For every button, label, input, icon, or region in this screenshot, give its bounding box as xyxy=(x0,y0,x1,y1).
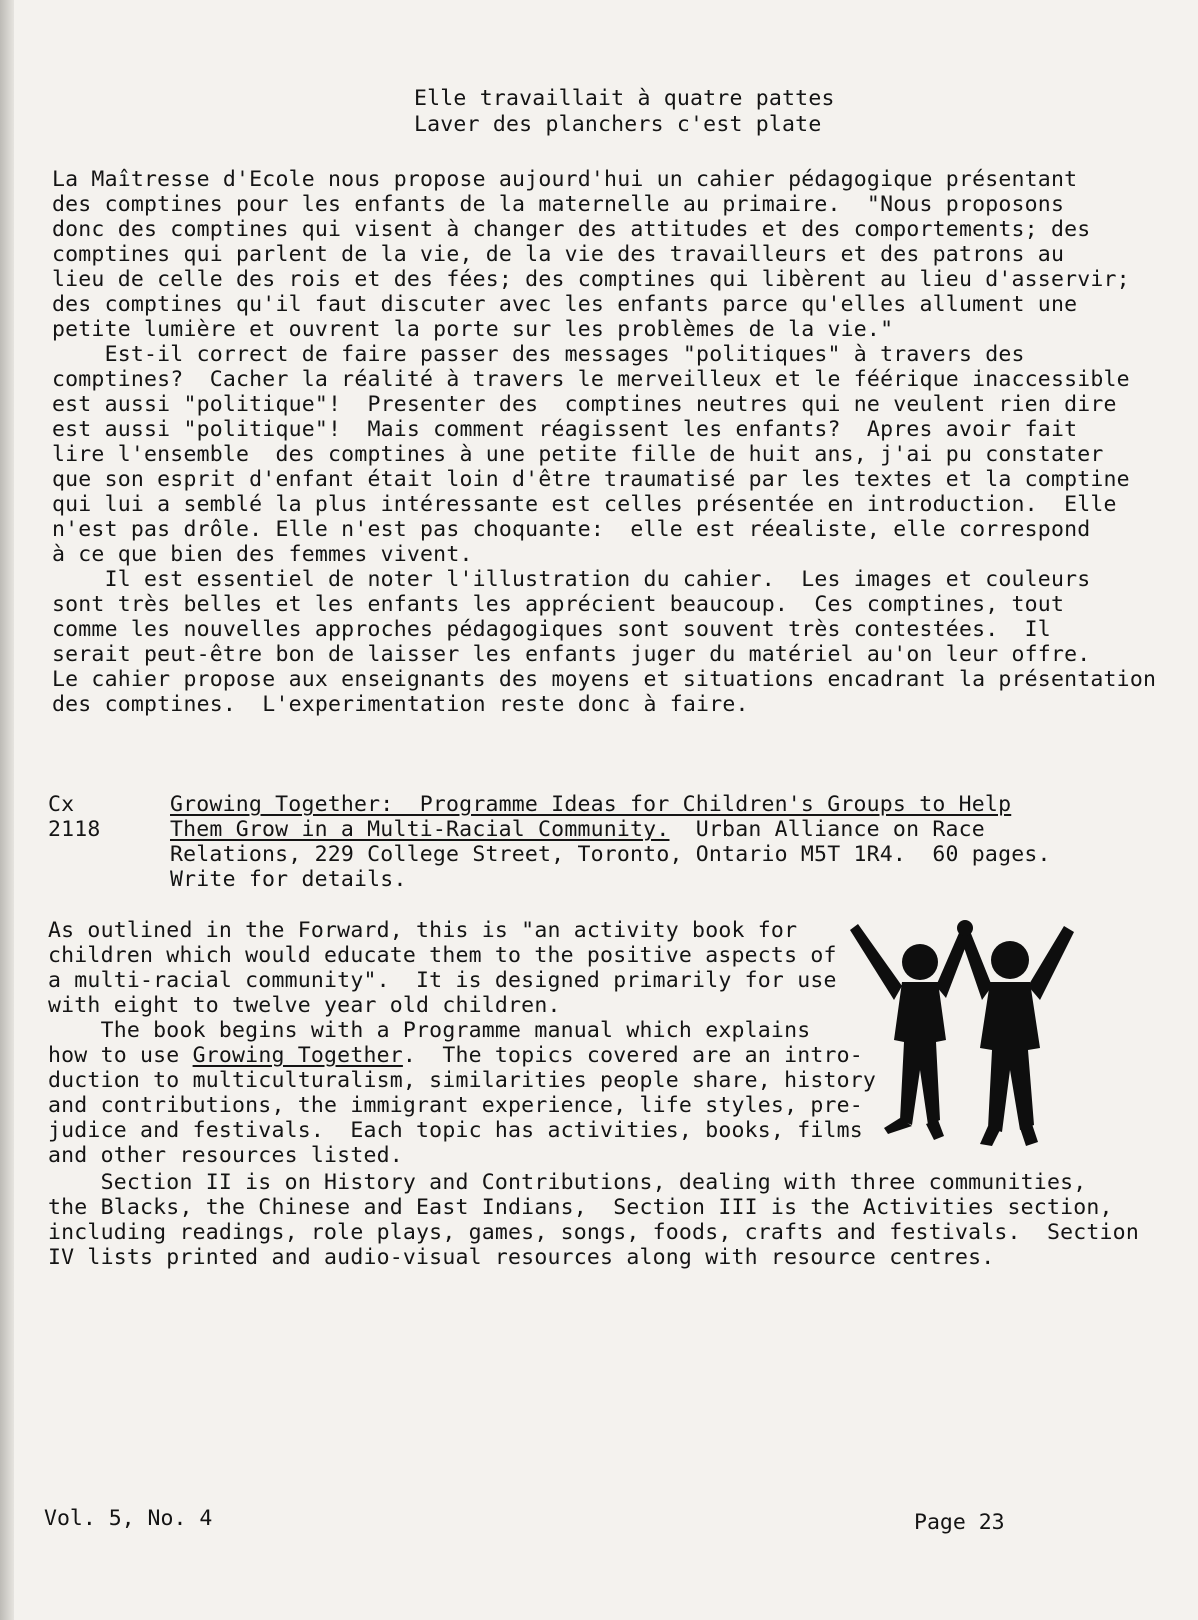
entry-code: Cx xyxy=(48,792,75,817)
review1-line: est aussi "politique"! Presenter des comptines neutres qui ne veulent rien dire xyxy=(52,392,1117,417)
review2-line-11: Section II is on History and Contributions, dealing with three communities, xyxy=(48,1170,1087,1195)
entry-title-1: Growing Together: Programme Ideas for Children's Groups to Help xyxy=(170,792,1012,817)
entry-contact: Write for details. xyxy=(170,867,407,892)
review1-line: n'est pas drôle. Elle n'est pas choquante: elle est réealiste, elle correspond xyxy=(52,517,1091,542)
review1-line: donc des comptines qui visent à changer des attitudes et des comportements; des xyxy=(52,217,1091,242)
review2-line-1: As outlined in the Forward, this is "an activity book for xyxy=(48,918,798,943)
review1-line: comptines? Cacher la réalité à travers le merveilleux et le féérique inaccessible xyxy=(52,367,1130,392)
review1-line: Est-il correct de faire passer des messages "politiques" à travers des xyxy=(52,342,1025,367)
review1-line: lire l'ensemble des comptines à une petite fille de huit ans, j'ai pu constater xyxy=(52,442,1104,467)
review1-line: à ce que bien des femmes vivent. xyxy=(52,542,473,567)
page-number: Page 23 xyxy=(914,1510,1005,1535)
review2-line-6-pre: how to use xyxy=(48,1043,193,1068)
review1-line: est aussi "politique"! Mais comment réagissent les enfants? Apres avoir fait xyxy=(52,417,1078,442)
review1-line: sont très belles et les enfants les apprécient beaucoup. Ces comptines, tout xyxy=(52,592,1065,617)
entry-publisher: Urban Alliance on Race xyxy=(669,817,985,842)
entry-title-2-row xyxy=(170,817,985,842)
review2-line-4: with eight to twelve year old children. xyxy=(48,993,561,1018)
review2-line-5: The book begins with a Programme manual which explains xyxy=(48,1018,811,1043)
review1-line: des comptines qu'il faut discuter avec les enfants parce qu'elles allument une xyxy=(52,292,1078,317)
review1-line: qui lui a semblé la plus intéressante est celles présentée en introduction. Elle xyxy=(52,492,1117,517)
review1-line: comptines qui parlent de la vie, de la vie des travailleurs et des patrons au xyxy=(52,242,1065,267)
review1-line: petite lumière et ouvrent la porte sur les problèmes de la vie." xyxy=(52,317,894,342)
entry-address: Relations, 229 College Street, Toronto, Ontario M5T 1R4. 60 pages. xyxy=(170,842,1051,867)
entry-title-2: Them Grow in a Multi-Racial Community. xyxy=(170,817,670,842)
review1-line: lieu de celle des rois et des fées; des comptines qui libèrent au lieu d'asservir; xyxy=(52,267,1130,292)
review1-line: La Maîtresse d'Ecole nous propose aujourd'hui un cahier pédagogique présentant xyxy=(52,167,1078,192)
review1-line: serait peut-être bon de laisser les enfants juger du matériel au'on leur offre. xyxy=(52,642,1091,667)
review1-line: comme les nouvelles approches pédagogiques sont souvent très contestées. Il xyxy=(52,617,1051,642)
review1-line: Il est essentiel de noter l'illustration du cahier. Les images et couleurs xyxy=(52,567,1091,592)
review2-line-12: the Blacks, the Chinese and East Indians, Section III is the Activities section, xyxy=(48,1195,1113,1220)
review2-line-6-post: . The topics covered are an intro- xyxy=(402,1043,863,1068)
review1-line: que son esprit d'enfant était loin d'être traumatisé par les textes et la comptine xyxy=(52,467,1130,492)
children-silhouette-illustration xyxy=(850,920,1080,1150)
review2-line-7: duction to multiculturalism, similarities people share, history xyxy=(48,1068,877,1093)
review2-line-9: judice and festivals. Each topic has activities, books, films xyxy=(48,1118,863,1143)
review1-line: des comptines. L'experimentation reste donc à faire. xyxy=(52,692,749,717)
review2-line-2: children which would educate them to the positive aspects of xyxy=(48,943,837,968)
review2-line-14: IV lists printed and audio-visual resources along with resource centres. xyxy=(48,1245,995,1270)
review2-line-3: a multi-racial community". It is designed primarily for use xyxy=(48,968,837,993)
page-edge xyxy=(0,0,14,1620)
poem-line-2: Laver des planchers c'est plate xyxy=(414,112,822,137)
poem-line-1: Elle travaillait à quatre pattes xyxy=(414,86,835,111)
review1-line: des comptines pour les enfants de la maternelle au primaire. "Nous proposons xyxy=(52,192,1065,217)
review2-line-13: including readings, role plays, games, songs, foods, crafts and festivals. Section xyxy=(48,1220,1139,1245)
review1-line: Le cahier propose aux enseignants des moyens et situations encadrant la présentation xyxy=(52,667,1157,692)
review2-line-8: and contributions, the immigrant experience, life styles, pre- xyxy=(48,1093,863,1118)
review2-line-10: and other resources listed. xyxy=(48,1143,403,1168)
review2-book-title: Growing Together xyxy=(192,1043,403,1068)
review2-line-6 xyxy=(48,1043,863,1068)
volume-number: Vol. 5, No. 4 xyxy=(44,1506,213,1531)
entry-number: 2118 xyxy=(48,817,101,842)
